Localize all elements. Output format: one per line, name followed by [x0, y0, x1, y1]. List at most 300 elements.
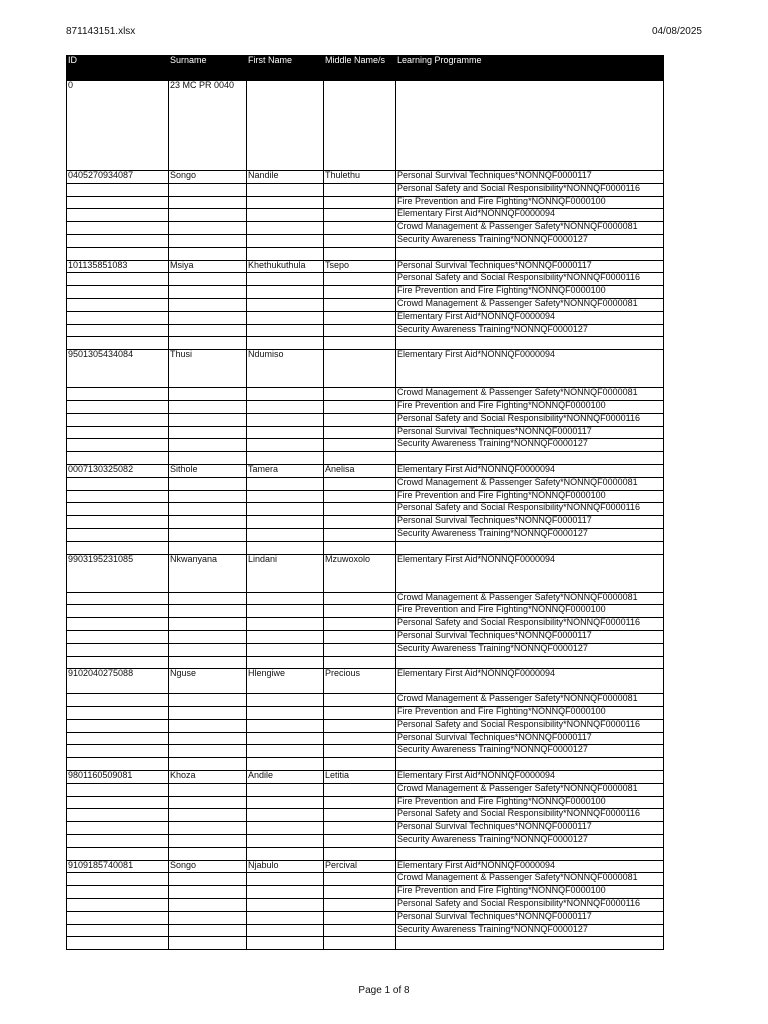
cell-id — [67, 592, 169, 605]
cell-programme: Crowd Management & Passenger Safety*NONNQF0000081 — [396, 592, 664, 605]
cell-surname — [169, 822, 247, 835]
table-row — [67, 643, 664, 656]
table-row — [67, 911, 664, 924]
cell-surname — [169, 630, 247, 643]
cell-surname — [169, 796, 247, 809]
cell-first-name — [247, 222, 324, 235]
cell-first-name — [247, 886, 324, 899]
cell-programme: Personal Safety and Social Responsibility*NONNQF0000116 — [396, 719, 664, 732]
cell-surname — [169, 643, 247, 656]
column-header-id: ID — [67, 55, 169, 81]
cell-middle-name — [324, 630, 396, 643]
cell-surname — [169, 719, 247, 732]
column-header-learning-programme: Learning Programme — [396, 55, 664, 81]
cell-middle-name — [324, 783, 396, 796]
learner-table — [66, 55, 664, 950]
cell-programme: Fire Prevention and Fire Fighting*NONNQF0000100 — [396, 286, 664, 299]
cell-id: 9501305434084 — [67, 350, 169, 388]
cell-programme: Elementary First Aid*NONNQF0000094 — [396, 464, 664, 477]
cell-surname: Thusi — [169, 350, 247, 388]
cell-first-name — [247, 605, 324, 618]
cell-id: 0 — [67, 81, 169, 171]
cell-surname — [169, 886, 247, 899]
cell-surname — [169, 209, 247, 222]
table-body — [67, 81, 664, 950]
cell-programme: Personal Survival Techniques*NONNQF0000117 — [396, 822, 664, 835]
table-row — [67, 528, 664, 541]
cell-id — [67, 490, 169, 503]
cell-surname — [169, 273, 247, 286]
table-row — [67, 222, 664, 235]
table-row — [67, 873, 664, 886]
cell-middle-name — [324, 643, 396, 656]
cell-middle-name: Letitia — [324, 771, 396, 784]
cell-first-name — [247, 937, 324, 950]
table-row — [67, 490, 664, 503]
cell-middle-name — [324, 400, 396, 413]
cell-middle-name — [324, 924, 396, 937]
cell-programme: Personal Survival Techniques*NONNQF0000117 — [396, 171, 664, 184]
cell-middle-name — [324, 541, 396, 554]
page-number: Page 1 of 8 — [358, 985, 410, 996]
cell-surname — [169, 899, 247, 912]
cell-first-name — [247, 209, 324, 222]
cell-first-name — [247, 899, 324, 912]
cell-first-name — [247, 783, 324, 796]
cell-id — [67, 732, 169, 745]
cell-surname — [169, 694, 247, 707]
table-row — [67, 400, 664, 413]
cell-programme — [396, 847, 664, 860]
cell-id — [67, 388, 169, 401]
table-row — [67, 298, 664, 311]
cell-programme: Personal Survival Techniques*NONNQF0000117 — [396, 630, 664, 643]
cell-surname: Songo — [169, 171, 247, 184]
cell-middle-name — [324, 732, 396, 745]
table-row — [67, 835, 664, 848]
cell-surname — [169, 605, 247, 618]
cell-id — [67, 630, 169, 643]
print-date: 04/08/2025 — [651, 26, 702, 37]
cell-middle-name — [324, 745, 396, 758]
cell-middle-name: Thulethu — [324, 171, 396, 184]
cell-id — [67, 234, 169, 247]
cell-surname — [169, 247, 247, 260]
cell-programme: Fire Prevention and Fire Fighting*NONNQF0000100 — [396, 490, 664, 503]
cell-id — [67, 311, 169, 324]
cell-programme: Personal Safety and Social Responsibility*NONNQF0000116 — [396, 413, 664, 426]
cell-first-name — [247, 286, 324, 299]
cell-middle-name — [324, 388, 396, 401]
cell-programme: Crowd Management & Passenger Safety*NONNQF0000081 — [396, 694, 664, 707]
cell-id — [67, 286, 169, 299]
cell-first-name — [247, 656, 324, 669]
cell-id — [67, 452, 169, 465]
cell-programme: Security Awareness Training*NONNQF0000127 — [396, 234, 664, 247]
cell-surname — [169, 911, 247, 924]
cell-surname — [169, 286, 247, 299]
cell-programme: Security Awareness Training*NONNQF0000127 — [396, 745, 664, 758]
cell-programme: Fire Prevention and Fire Fighting*NONNQF0000100 — [396, 196, 664, 209]
table-row — [67, 413, 664, 426]
cell-surname — [169, 222, 247, 235]
cell-first-name — [247, 247, 324, 260]
cell-middle-name — [324, 719, 396, 732]
cell-first-name — [247, 911, 324, 924]
cell-surname: 23 MC PR 0040 — [169, 81, 247, 171]
cell-surname — [169, 503, 247, 516]
table-row — [67, 260, 664, 273]
cell-middle-name: Precious — [324, 669, 396, 694]
cell-middle-name — [324, 222, 396, 235]
cell-id — [67, 324, 169, 337]
cell-first-name — [247, 490, 324, 503]
table-row — [67, 554, 664, 592]
cell-id — [67, 758, 169, 771]
table-row — [67, 350, 664, 388]
table-row — [67, 796, 664, 809]
cell-id — [67, 719, 169, 732]
cell-surname — [169, 592, 247, 605]
cell-id — [67, 413, 169, 426]
cell-id — [67, 222, 169, 235]
cell-first-name — [247, 298, 324, 311]
table-row — [67, 669, 664, 694]
cell-programme: Crowd Management & Passenger Safety*NONNQF0000081 — [396, 222, 664, 235]
cell-first-name — [247, 337, 324, 350]
cell-programme: Personal Safety and Social Responsibility*NONNQF0000116 — [396, 503, 664, 516]
table-row — [67, 324, 664, 337]
cell-id — [67, 796, 169, 809]
cell-first-name — [247, 847, 324, 860]
cell-id — [67, 196, 169, 209]
cell-first-name: Lindani — [247, 554, 324, 592]
spacer-row — [67, 541, 664, 554]
cell-id: 9903195231085 — [67, 554, 169, 592]
table-row — [67, 311, 664, 324]
cell-first-name: Tamera — [247, 464, 324, 477]
table-row — [67, 234, 664, 247]
cell-surname: Sithole — [169, 464, 247, 477]
cell-middle-name — [324, 196, 396, 209]
cell-programme: Elementary First Aid*NONNQF0000094 — [396, 669, 664, 694]
cell-programme: Security Awareness Training*NONNQF0000127 — [396, 643, 664, 656]
cell-middle-name: Percival — [324, 860, 396, 873]
cell-first-name — [247, 809, 324, 822]
cell-surname — [169, 745, 247, 758]
cell-surname — [169, 477, 247, 490]
cell-middle-name — [324, 350, 396, 388]
cell-middle-name — [324, 337, 396, 350]
cell-middle-name — [324, 911, 396, 924]
cell-middle-name — [324, 822, 396, 835]
cell-surname — [169, 413, 247, 426]
table-row — [67, 860, 664, 873]
cell-id — [67, 899, 169, 912]
table-row — [67, 924, 664, 937]
cell-middle-name — [324, 516, 396, 529]
table-row — [67, 196, 664, 209]
cell-surname — [169, 439, 247, 452]
cell-first-name — [247, 311, 324, 324]
cell-id — [67, 924, 169, 937]
cell-id — [67, 503, 169, 516]
cell-id — [67, 937, 169, 950]
cell-programme: Fire Prevention and Fire Fighting*NONNQF0000100 — [396, 796, 664, 809]
cell-surname — [169, 707, 247, 720]
cell-first-name — [247, 196, 324, 209]
cell-first-name — [247, 707, 324, 720]
cell-surname — [169, 426, 247, 439]
cell-programme: Elementary First Aid*NONNQF0000094 — [396, 771, 664, 784]
cell-programme: Crowd Management & Passenger Safety*NONNQF0000081 — [396, 783, 664, 796]
header-row — [67, 55, 664, 81]
cell-programme: Elementary First Aid*NONNQF0000094 — [396, 209, 664, 222]
cell-surname — [169, 924, 247, 937]
cell-middle-name — [324, 707, 396, 720]
cell-programme: Elementary First Aid*NONNQF0000094 — [396, 350, 664, 388]
cell-surname — [169, 528, 247, 541]
cell-first-name — [247, 426, 324, 439]
table-row — [67, 630, 664, 643]
table-row — [67, 822, 664, 835]
column-header-middle-name: Middle Name/s — [324, 55, 396, 81]
cell-middle-name: Anelisa — [324, 464, 396, 477]
table-row — [67, 592, 664, 605]
cell-middle-name — [324, 234, 396, 247]
cell-middle-name — [324, 656, 396, 669]
cell-surname — [169, 234, 247, 247]
cell-middle-name: Mzuwoxolo — [324, 554, 396, 592]
cell-first-name — [247, 81, 324, 171]
cell-middle-name — [324, 413, 396, 426]
cell-id: 9109185740081 — [67, 860, 169, 873]
cell-id — [67, 439, 169, 452]
cell-middle-name — [324, 873, 396, 886]
spacer-row — [67, 247, 664, 260]
cell-middle-name — [324, 618, 396, 631]
cell-first-name — [247, 273, 324, 286]
cell-middle-name — [324, 439, 396, 452]
cell-middle-name — [324, 847, 396, 860]
cell-id — [67, 605, 169, 618]
table-row — [67, 286, 664, 299]
cell-programme: Crowd Management & Passenger Safety*NONNQF0000081 — [396, 388, 664, 401]
cell-first-name — [247, 477, 324, 490]
cell-surname — [169, 541, 247, 554]
cell-first-name — [247, 413, 324, 426]
column-header-first-name: First Name — [247, 55, 324, 81]
cell-programme: Security Awareness Training*NONNQF0000127 — [396, 924, 664, 937]
cell-surname — [169, 337, 247, 350]
cell-id — [67, 745, 169, 758]
cell-surname — [169, 873, 247, 886]
cell-middle-name — [324, 426, 396, 439]
cell-surname: Nkwanyana — [169, 554, 247, 592]
table-row — [67, 732, 664, 745]
cell-middle-name — [324, 324, 396, 337]
cell-surname — [169, 732, 247, 745]
cell-programme: Crowd Management & Passenger Safety*NONNQF0000081 — [396, 477, 664, 490]
spacer-row — [67, 452, 664, 465]
table-row — [67, 477, 664, 490]
spacer-row — [67, 337, 664, 350]
cell-programme — [396, 247, 664, 260]
cell-middle-name — [324, 81, 396, 171]
cell-first-name: Nandile — [247, 171, 324, 184]
table-row — [67, 209, 664, 222]
cell-surname — [169, 400, 247, 413]
cell-first-name — [247, 643, 324, 656]
cell-first-name — [247, 822, 324, 835]
cell-programme — [396, 541, 664, 554]
cell-id — [67, 847, 169, 860]
cell-programme — [396, 81, 664, 171]
cell-surname — [169, 388, 247, 401]
cell-middle-name — [324, 694, 396, 707]
cell-first-name — [247, 528, 324, 541]
cell-first-name — [247, 452, 324, 465]
table-row — [67, 771, 664, 784]
file-name: 871143151.xlsx — [66, 26, 136, 37]
cell-id — [67, 337, 169, 350]
cell-first-name — [247, 516, 324, 529]
cell-id — [67, 426, 169, 439]
cell-programme — [396, 452, 664, 465]
cell-id — [67, 835, 169, 848]
cell-first-name — [247, 719, 324, 732]
cell-first-name: Andile — [247, 771, 324, 784]
cell-id — [67, 886, 169, 899]
cell-id: 0405270934087 — [67, 171, 169, 184]
cell-middle-name — [324, 311, 396, 324]
cell-first-name: Khethukuthula — [247, 260, 324, 273]
cell-first-name — [247, 541, 324, 554]
cell-first-name — [247, 694, 324, 707]
table-row — [67, 426, 664, 439]
cell-surname — [169, 937, 247, 950]
cell-programme: Security Awareness Training*NONNQF0000127 — [396, 528, 664, 541]
spacer-row — [67, 937, 664, 950]
cell-middle-name — [324, 298, 396, 311]
cell-programme: Personal Survival Techniques*NONNQF0000117 — [396, 426, 664, 439]
cell-first-name — [247, 439, 324, 452]
cell-programme: Security Awareness Training*NONNQF0000127 — [396, 324, 664, 337]
cell-id — [67, 516, 169, 529]
table-row — [67, 886, 664, 899]
spacer-row — [67, 758, 664, 771]
cell-programme — [396, 937, 664, 950]
cell-surname — [169, 618, 247, 631]
cell-middle-name — [324, 273, 396, 286]
table-row — [67, 745, 664, 758]
cell-surname — [169, 324, 247, 337]
cell-first-name: Hlengiwe — [247, 669, 324, 694]
cell-surname — [169, 847, 247, 860]
cell-first-name — [247, 400, 324, 413]
cell-middle-name — [324, 209, 396, 222]
cell-id — [67, 873, 169, 886]
cell-middle-name — [324, 247, 396, 260]
cell-middle-name — [324, 899, 396, 912]
table-row — [67, 516, 664, 529]
cell-middle-name — [324, 477, 396, 490]
cell-middle-name — [324, 605, 396, 618]
table-row — [67, 171, 664, 184]
cell-middle-name — [324, 796, 396, 809]
cell-id — [67, 656, 169, 669]
cell-surname — [169, 516, 247, 529]
cell-id — [67, 541, 169, 554]
cell-surname — [169, 835, 247, 848]
cell-programme: Elementary First Aid*NONNQF0000094 — [396, 860, 664, 873]
cell-middle-name: Tsepo — [324, 260, 396, 273]
cell-first-name — [247, 758, 324, 771]
cell-programme: Security Awareness Training*NONNQF0000127 — [396, 835, 664, 848]
cell-first-name — [247, 183, 324, 196]
cell-id — [67, 400, 169, 413]
cell-surname — [169, 196, 247, 209]
cell-surname: Khoza — [169, 771, 247, 784]
cell-id — [67, 707, 169, 720]
cell-first-name — [247, 745, 324, 758]
table-row — [67, 719, 664, 732]
cell-id — [67, 618, 169, 631]
cell-id — [67, 822, 169, 835]
cell-programme: Fire Prevention and Fire Fighting*NONNQF0000100 — [396, 707, 664, 720]
cell-programme: Personal Survival Techniques*NONNQF0000117 — [396, 732, 664, 745]
cell-id — [67, 809, 169, 822]
cell-middle-name — [324, 886, 396, 899]
cell-first-name — [247, 234, 324, 247]
cell-middle-name — [324, 835, 396, 848]
table-row — [67, 81, 664, 171]
spacer-row — [67, 847, 664, 860]
table-row — [67, 707, 664, 720]
cell-programme: Fire Prevention and Fire Fighting*NONNQF0000100 — [396, 886, 664, 899]
cell-surname — [169, 758, 247, 771]
cell-programme: Personal Safety and Social Responsibility*NONNQF0000116 — [396, 183, 664, 196]
cell-id — [67, 247, 169, 260]
cell-first-name — [247, 388, 324, 401]
cell-programme: Personal Safety and Social Responsibility*NONNQF0000116 — [396, 809, 664, 822]
cell-surname: Msiya — [169, 260, 247, 273]
cell-surname — [169, 183, 247, 196]
cell-first-name — [247, 324, 324, 337]
cell-middle-name — [324, 490, 396, 503]
cell-id: 101135851083 — [67, 260, 169, 273]
cell-programme: Personal Safety and Social Responsibility*NONNQF0000116 — [396, 273, 664, 286]
cell-middle-name — [324, 183, 396, 196]
cell-middle-name — [324, 286, 396, 299]
cell-programme: Fire Prevention and Fire Fighting*NONNQF0000100 — [396, 605, 664, 618]
cell-first-name — [247, 835, 324, 848]
cell-id — [67, 643, 169, 656]
cell-middle-name — [324, 809, 396, 822]
cell-id — [67, 298, 169, 311]
cell-programme — [396, 337, 664, 350]
cell-programme: Personal Safety and Social Responsibility*NONNQF0000116 — [396, 618, 664, 631]
cell-middle-name — [324, 758, 396, 771]
cell-programme: Personal Survival Techniques*NONNQF0000117 — [396, 260, 664, 273]
cell-first-name: Ndumiso — [247, 350, 324, 388]
cell-surname — [169, 783, 247, 796]
cell-id — [67, 783, 169, 796]
table-row — [67, 439, 664, 452]
cell-first-name — [247, 503, 324, 516]
cell-id — [67, 273, 169, 286]
cell-first-name — [247, 732, 324, 745]
